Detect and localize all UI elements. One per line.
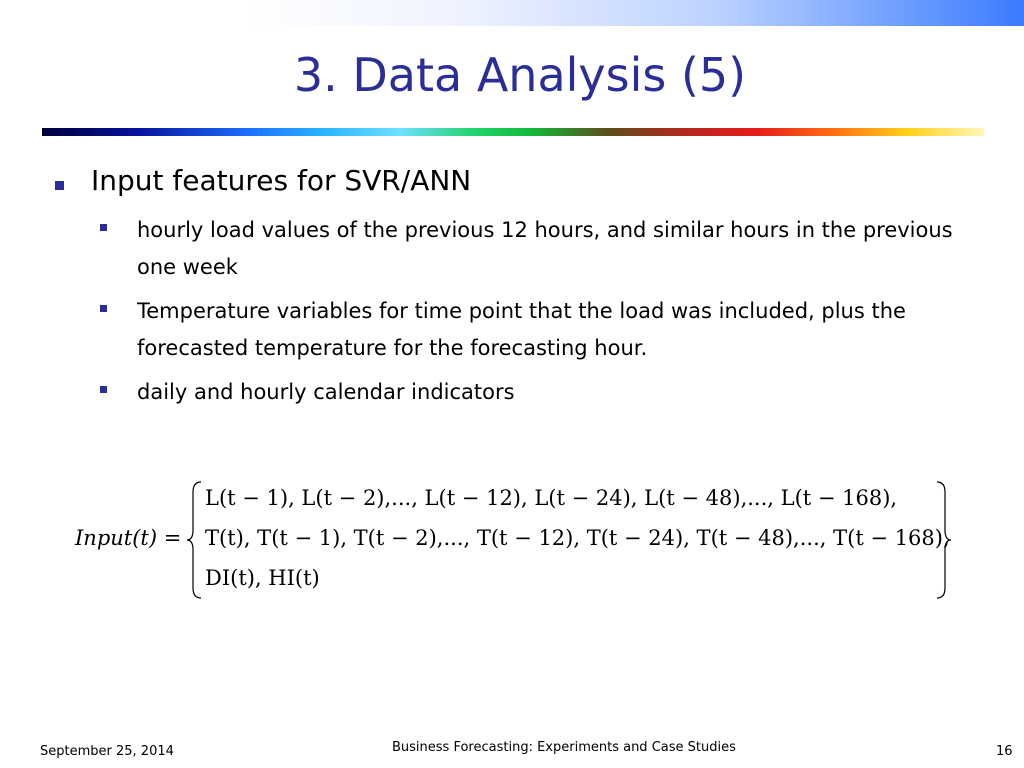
formula-lhs: Input(t) = bbox=[75, 526, 182, 550]
right-brace-icon bbox=[933, 480, 953, 600]
sub-bullet-3-text: daily and hourly calendar indicators bbox=[137, 380, 515, 404]
sub-bullet-2 bbox=[100, 293, 980, 367]
footer-page-number: 16 bbox=[996, 744, 1013, 759]
formula-row-indicators: DI(t), HI(t) bbox=[205, 566, 320, 590]
footer-date: September 25, 2014 bbox=[40, 744, 174, 759]
square-bullet-icon bbox=[55, 181, 64, 190]
formula-row-load: L(t − 1), L(t − 2),..., L(t − 12), L(t − 24), L(t − 48),..., L(t − 168), bbox=[205, 486, 898, 510]
footer-course-title: Business Forecasting: Experiments and Case Studies bbox=[392, 740, 736, 755]
left-brace-icon bbox=[185, 480, 205, 600]
sub-bullet-1-text: hourly load values of the previous 12 hours, and similar hours in the previous one week bbox=[137, 218, 953, 279]
slide-title: 3. Data Analysis (5) bbox=[293, 48, 747, 102]
bullet-main-text: Input features for SVR/ANN bbox=[91, 164, 472, 197]
bullet-main bbox=[55, 162, 471, 200]
formula-row-temperature: T(t), T(t − 1), T(t − 2),..., T(t − 12), T(t − 24), T(t − 48),..., T(t − 168), bbox=[205, 526, 950, 550]
square-bullet-icon bbox=[100, 386, 107, 393]
square-bullet-icon bbox=[100, 305, 107, 312]
input-formula bbox=[75, 478, 955, 602]
sub-bullet-1 bbox=[100, 212, 980, 286]
sub-bullet-3 bbox=[100, 374, 980, 411]
top-gradient-band bbox=[0, 0, 1024, 26]
rainbow-divider bbox=[42, 128, 984, 136]
square-bullet-icon bbox=[100, 224, 107, 231]
sub-bullet-2-text: Temperature variables for time point that the load was included, plus the forecasted temperature for the forecasting hour. bbox=[137, 299, 906, 360]
